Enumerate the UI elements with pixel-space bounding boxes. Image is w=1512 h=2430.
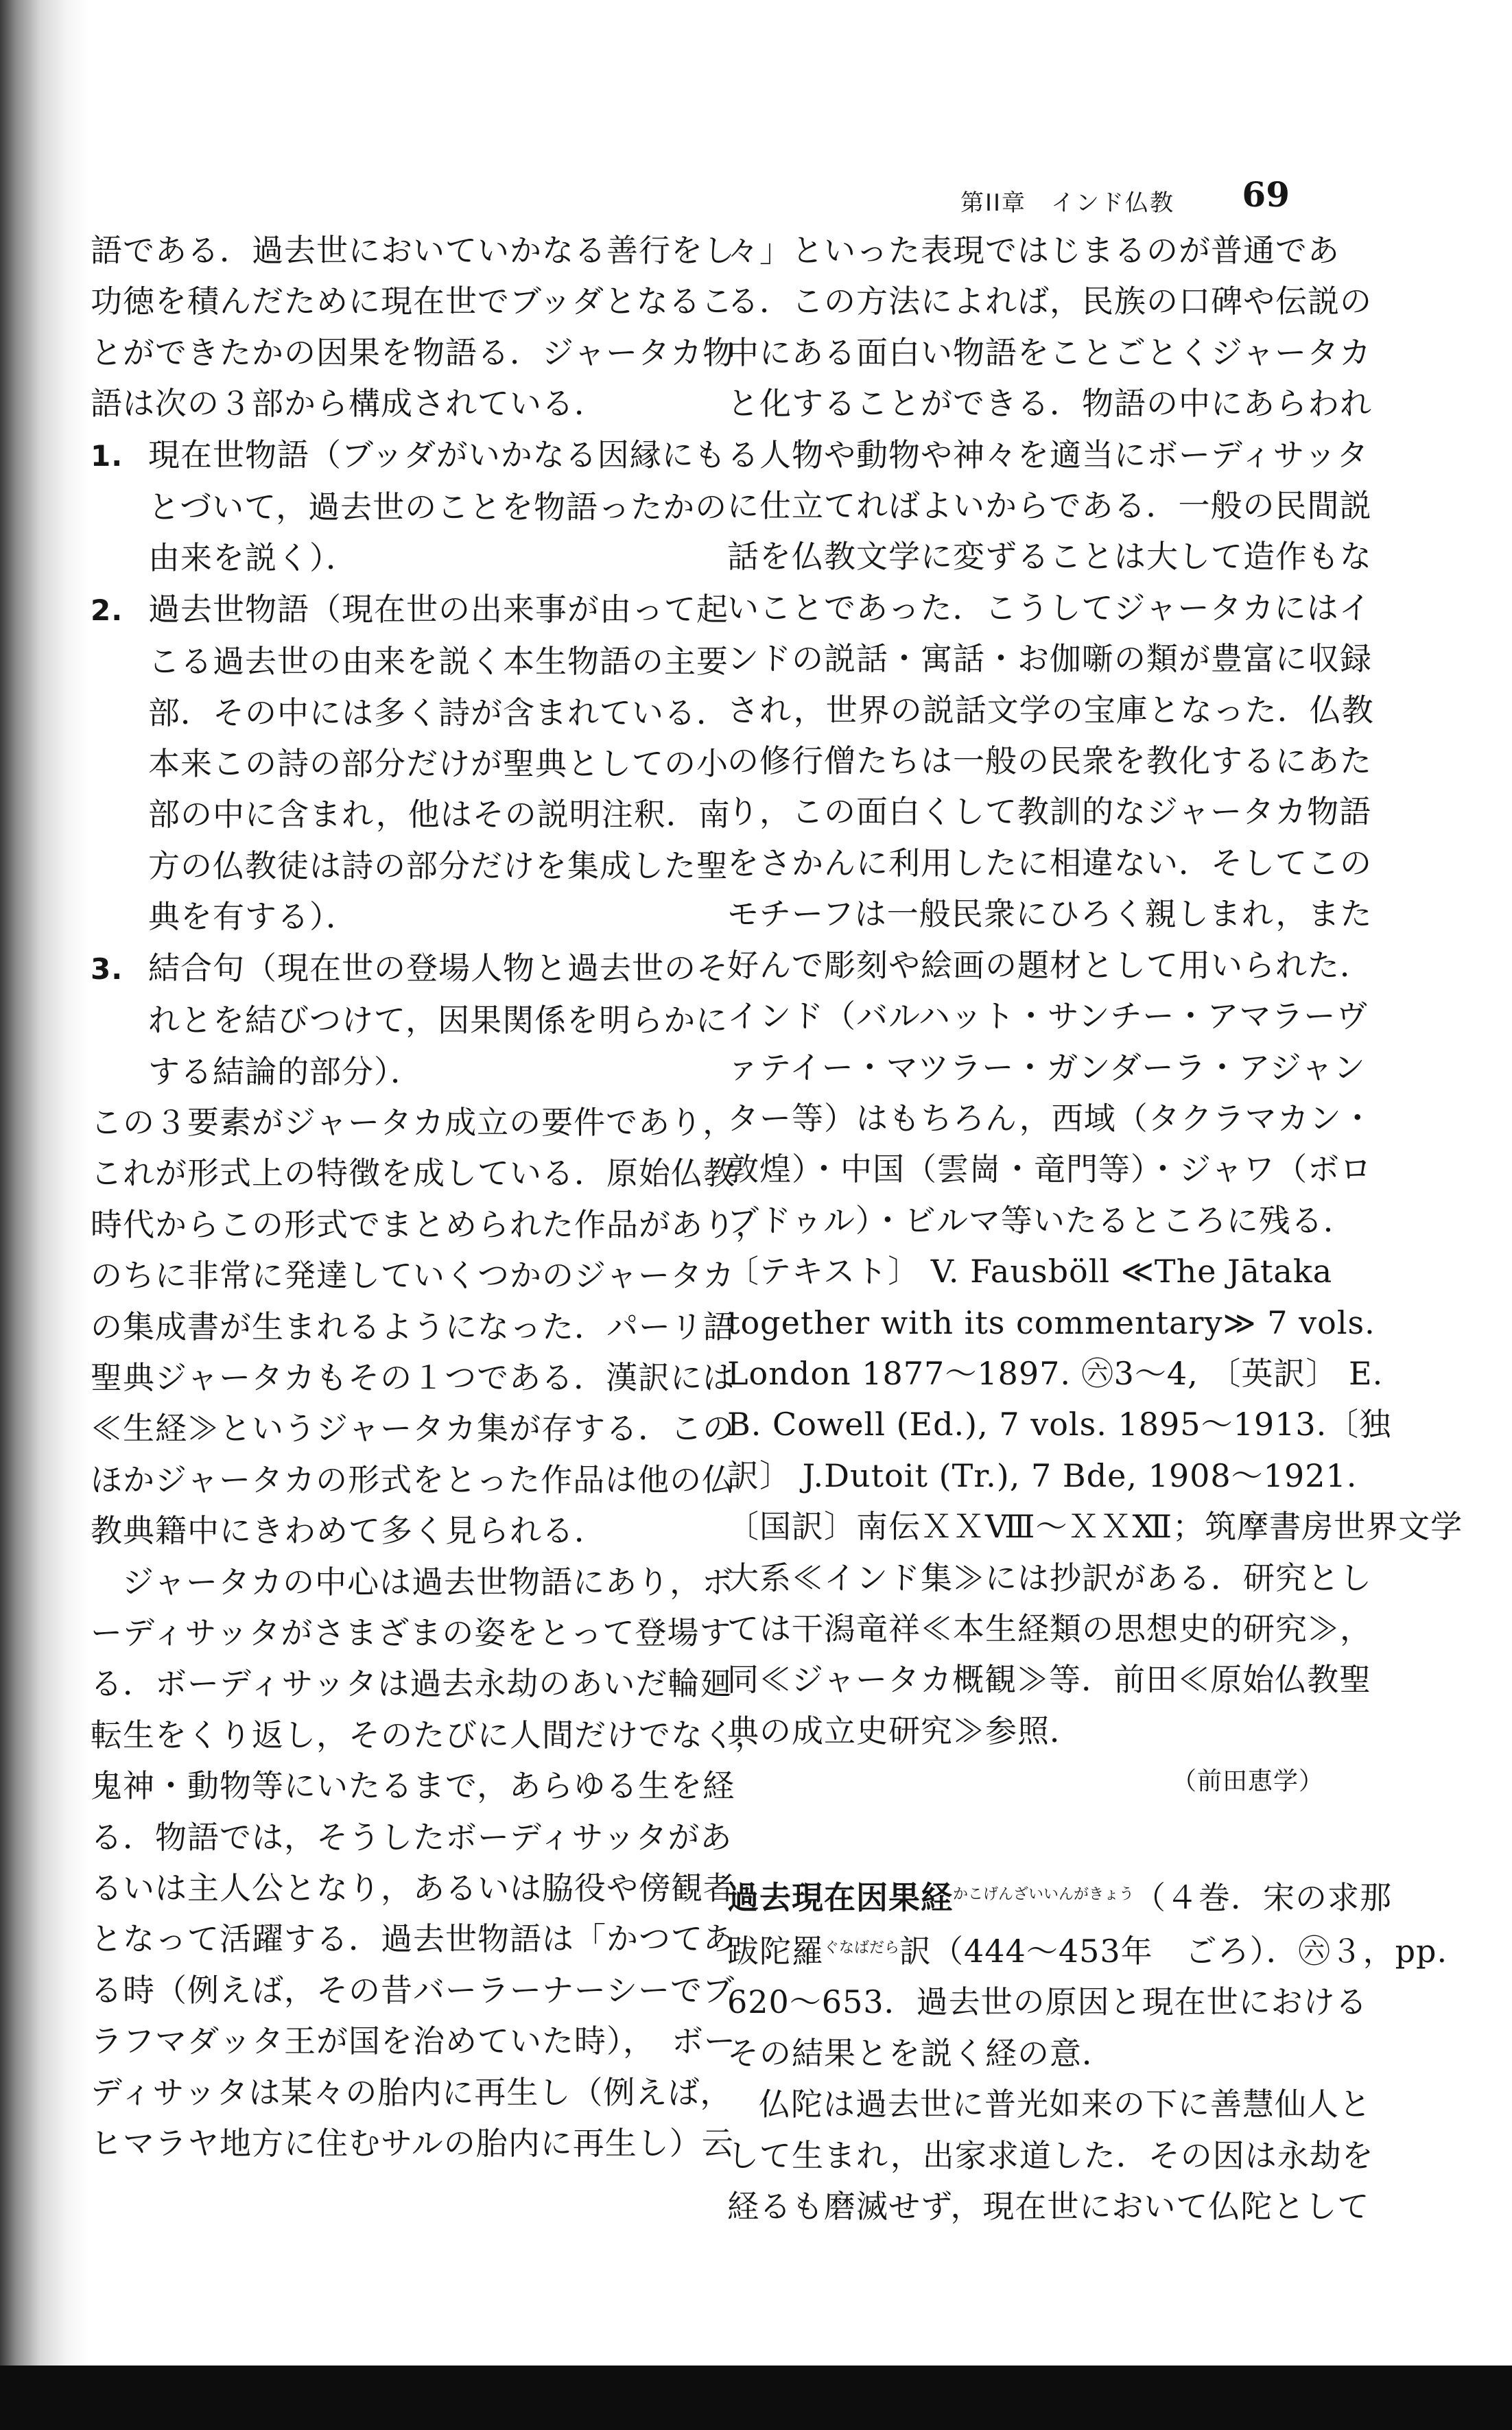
page-number: 69 [1242,174,1290,215]
text-line: ディサッタは某々の胎内に再生し（例えば， [91,2073,733,2111]
text-line: 仏陀は過去世に普光如来の下に善慧仙人と [759,2086,1371,2123]
text-line: の集成書が生まれるようになった．パーリ語 [91,1308,735,1345]
left-column [91,225,768,2169]
text-line: ター等）はもちろん，西域（タクラマカン・ [727,1099,1374,1137]
text-line: こる過去世の由来を説く本生物語の主要 [148,643,729,681]
text-line: 620～653．過去世の原因と現在世における [727,1983,1368,2021]
text-line: る．ボーディサッタは過去永劫のあいだ輪廻 [91,1665,733,1703]
text-line: モチーフは一般民衆にひろく親しまれ，また [727,895,1373,933]
text-line: をさかんに利用したに相違ない．そしてこの [727,844,1372,882]
text-line: 好んで彫刻や絵画の題材として用いられた． [727,946,1372,984]
reference-line: 訳〕 J.Dutoit (Tr.), 7 Bde, 1908～1921. [727,1456,1358,1494]
reference-line: together with its commentary≫ 7 vols. [727,1304,1375,1341]
text-line: 々」といった表現ではじまるのが普通であ [727,232,1340,269]
text-line: 部．その中には多く詩が含まれている． [148,694,729,731]
list-item-2 [91,584,731,943]
text-line: 結合句（現在世の登場人物と過去世のそ [148,949,729,987]
text-line: 功徳を積んだために現在世でブッダとなるこ [91,283,733,320]
text-line: 現在世物語（ブッダがいかなる因縁にも [148,436,727,473]
text-line: に仕立てればよいからである．一般の民間説 [727,487,1372,525]
text-line: ァテイー・マツラー・ガンダーラ・アジャン [727,1048,1366,1086]
entry-meta-line [727,1923,1448,1977]
text-line: この３要素がジャータカ成立の要件であり， [91,1103,735,1141]
item-number: 2. [91,593,123,627]
text-line: れとを結びつけて，因果関係を明らかに [148,1002,729,1039]
text-line: とができたかの因果を物語る．ジャータカ物 [91,333,735,371]
text-line: 由来を説く）． [148,539,358,577]
text-line: 時代からこの形式でまとめられた作品があり， [91,1205,768,1243]
text-line: ≪生経≫というジャータカ集が存する．この [91,1410,735,1448]
text-line: 語である．過去世においていかなる善行をし [91,232,735,269]
text-line: する結論的部分）． [148,1052,423,1090]
reference-line: ては干潟竜祥≪本生経類の思想史的研究≫， [727,1609,1372,1647]
entry-term: 過去現在因果経 [727,1878,953,1916]
text-line: いことであった．こうしてジャータカにはイ [727,589,1371,626]
text-line: その結果とを説く経の意． [727,2034,1114,2072]
item-number: 3. [91,952,123,986]
reference-line: 〔国訳〕南伝ＸＸⅧ～ＸＸⅫ；筑摩書房世界文学 [727,1508,1463,1546]
text-line: とづいて，過去世のことを物語ったかの [148,488,728,526]
text-line: 過去世物語（現在世の出来事が由って起 [148,590,729,628]
text-line: の修行僧たちは一般の民衆を教化するにあた [727,742,1372,780]
text-line: され，世界の説話文学の宝庫となった．仏教 [727,691,1374,729]
text-line: ヒマラヤ地方に住むサルの胎内に再生し）云 [91,2125,734,2162]
right-column [727,225,1463,2232]
text-line: 聖典ジャータカもその１つである．漢訳には [91,1358,735,1396]
text-line: のちに非常に発達していくつかのジャータカ [91,1257,735,1295]
translator-reading: ぐなばだら [824,1939,900,1957]
text-line: る時（例えば，その昔バーラーナーシーでブ [91,1971,735,2009]
page-header [960,174,1290,218]
text-line: 方の仏教徒は詩の部分だけを集成した聖 [148,847,729,884]
text-line: となって活躍する．過去世物語は「かつてあ [91,1920,735,1958]
chapter-title: 第II章 インド仏教 [960,189,1175,217]
reference-line: 典の成立史研究≫参照． [727,1712,1082,1749]
text-line: り，この面白くして教訓的なジャータカ物語 [727,793,1372,831]
text-line: 話を仏教文学に変ずることは大して造作もな [727,538,1372,576]
text-line: 転生をくり返し，そのたびに人間だけでなく， [91,1716,768,1754]
entry-head-line [727,1869,1393,1923]
term-reading: かこげんざいいんがきょう [953,1885,1135,1903]
text-line: ブドゥル）・ビルマ等いたるところに残る． [727,1201,1356,1239]
text-line: 語は次の３部から構成されている． [91,385,606,423]
text-line: して生まれ，出家求道した．その因は永劫を [727,2136,1374,2174]
scan-bottom-bar [0,2366,1512,2430]
text-line: 部の中に含まれ，他はその説明注釈．南 [148,796,731,834]
text-line: る．この方法によれば，民族の口碑や伝説の [727,283,1372,320]
text-line: ジャータカの中心は過去世物語にあり，ボ [122,1563,735,1601]
list-item-3 [91,943,729,1097]
item-number: 1. [91,438,123,473]
text-line: 経るも磨滅せず，現在世において仏陀として [727,2188,1370,2226]
text-line: これが形式上の特徴を成している．原始仏教 [91,1155,735,1192]
text-line: 本来この詩の部分だけが聖典としての小 [148,745,729,783]
text-line: 中にある面白い物語をことごとくジャータカ [727,333,1372,371]
text-line: ラフマダッタ王が国を治めていた時）， ボー [91,2022,736,2060]
translator-name: 跋陀羅 [727,1933,824,1970]
text-line: 教典籍中にきわめて多く見られる． [91,1512,606,1550]
text-line: る人物や動物や神々を適当にボーディサッタ [727,436,1369,473]
text-line: ほかジャータカの形式をとった作品は他の仏 [91,1461,735,1498]
text-line: ンドの説話・寓話・お伽噺の類が豊富に収録 [727,640,1372,678]
entry-meta: （４巻．宋の求那 [1134,1878,1393,1916]
reference-line: 大系≪インド集≫には抄訳がある．研究とし [727,1559,1372,1596]
text-line: 鬼神・動物等にいたるまで，あらゆる生を経 [91,1767,735,1805]
reference-line: 同≪ジャータカ概観≫等．前田≪原始仏教聖 [727,1661,1372,1699]
text-line: るいは主人公となり，あるいは脇役や傍観者 [91,1869,735,1907]
list-item-1 [91,429,728,584]
entry-meta: 訳（444～453年 ごろ）．㊅３，pp. [899,1933,1448,1970]
text-line: と化することができる．物語の中にあらわれ [727,385,1372,423]
entry-spacer [727,1808,1324,1869]
text-line: る．物語では，そうしたボーディサッタがあ [91,1818,733,1856]
reference-line: London 1877～1897. ㊅3～4, 〔英訳〕 E. [727,1354,1384,1392]
text-line: 典を有する）． [148,898,358,936]
text-line: インド（バルハット・サンチー・アマラーヴ [727,998,1369,1035]
author-credit: （前田恵学） [1171,1767,1324,1796]
reference-line: 〔テキスト〕 V. Fausböll ≪The Jātaka [727,1253,1333,1290]
text-line: 敦煌）・中国（雲崗・竜門等）・ジャワ（ボロ [727,1151,1373,1188]
reference-line: B. Cowell (Ed.), 7 vols. 1895～1913.〔独 [727,1406,1392,1443]
text-line: ーディサッタがさまざまの姿をとって登場す [91,1614,732,1651]
scan-shadow [0,0,89,2430]
